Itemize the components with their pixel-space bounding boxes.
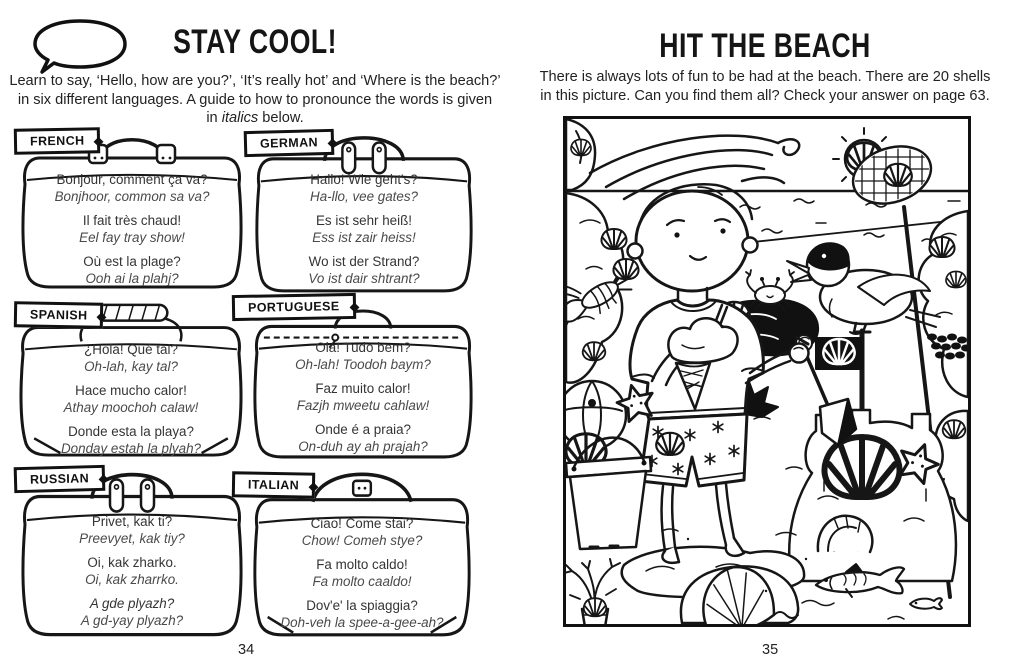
language-tag bbox=[14, 301, 104, 329]
phrase: Ciao! Come stai? bbox=[310, 516, 414, 531]
language-tag-label: RUSSIAN bbox=[29, 471, 90, 487]
phrase: Hallo! Wie geht's? bbox=[310, 172, 418, 187]
language-tag bbox=[232, 471, 316, 498]
pronunciation: Oh-lah, kay tal? bbox=[84, 358, 178, 374]
phrase: A gde plyazh? bbox=[89, 596, 175, 611]
page-title: HIT THE BEACH bbox=[659, 25, 871, 66]
beach-scene-frame bbox=[563, 116, 971, 627]
phrase: Wo ist der Strand? bbox=[308, 254, 420, 269]
pronunciation: Fa molto caaldo! bbox=[312, 573, 412, 589]
pronunciation: Fazjh mweetu cahlaw! bbox=[296, 397, 430, 413]
pronunciation: Ess ist zair heiss! bbox=[312, 229, 416, 245]
page-number: 34 bbox=[238, 642, 255, 658]
phrase-list bbox=[266, 172, 462, 295]
phrase: Onde é a praia? bbox=[314, 422, 412, 437]
phrase: Faz muito calor! bbox=[315, 381, 411, 396]
language-tag-label: FRENCH bbox=[29, 133, 85, 149]
pronunciation: Athay moochoh calaw! bbox=[63, 399, 199, 415]
language-tag bbox=[244, 129, 335, 157]
phrase: Bonjour, comment ça va? bbox=[56, 172, 208, 187]
pronunciation: Oh-lah! Toodoh baym? bbox=[295, 356, 431, 372]
language-card-french bbox=[18, 122, 246, 292]
phrase: Olá! Tudo bem? bbox=[315, 340, 411, 355]
phrase: ¿Hola! Qué tal? bbox=[84, 342, 178, 357]
intro-line: Learn to say, ‘Hello, how are you?’, ‘It’s really hot’ and ‘Where is the beach?’ bbox=[9, 73, 501, 89]
phrase: Où est la plage? bbox=[83, 254, 181, 269]
phrase: Es ist sehr heiß! bbox=[316, 213, 412, 228]
phrase-list bbox=[264, 340, 462, 463]
phrase: Oi, kak zharko. bbox=[87, 555, 177, 570]
page-intro bbox=[0, 72, 510, 128]
intro-line: There is always lots of fun to be had at the beach. There are 20 shells bbox=[539, 69, 991, 85]
intro-line: in six different languages. A guide to how to pronounce the words is given bbox=[17, 91, 493, 108]
pronunciation: Bonjhoor, common sa va? bbox=[54, 188, 210, 204]
language-tag bbox=[14, 465, 106, 493]
phrase-list bbox=[32, 514, 232, 637]
phrase-list bbox=[30, 342, 232, 465]
beach-scene-illustration bbox=[566, 119, 968, 624]
language-card-russian bbox=[18, 458, 246, 640]
pronunciation: Chow! Comeh stye? bbox=[301, 532, 423, 548]
pronunciation: Vo ist dair shtrant? bbox=[308, 270, 420, 286]
language-tag-label: ITALIAN bbox=[247, 477, 300, 493]
phrase-list bbox=[32, 172, 232, 295]
pronunciation: Ooh ai la plahj? bbox=[85, 270, 179, 286]
phrase: Donde esta la playa? bbox=[68, 424, 194, 439]
language-card-spanish bbox=[16, 292, 246, 460]
pronunciation: Oi, kak zharrko. bbox=[85, 571, 179, 587]
phrase: Il fait très chaud! bbox=[82, 213, 182, 228]
language-tag bbox=[232, 293, 356, 321]
phrase: Dov'e' la spiaggia? bbox=[306, 598, 418, 613]
page-intro bbox=[510, 68, 1020, 105]
language-tag bbox=[14, 127, 101, 155]
pronunciation: Ha-llo, vee gates? bbox=[310, 188, 418, 204]
language-card-italian bbox=[247, 462, 474, 640]
language-tag-label: SPANISH bbox=[29, 307, 88, 323]
phrase: Privet, kak ti? bbox=[91, 514, 173, 529]
intro-italic-word: italics bbox=[221, 110, 259, 126]
language-tag-label: PORTUGUESE bbox=[247, 299, 340, 315]
pronunciation: Doh-veh la spee-a-gee-ah? bbox=[280, 614, 444, 630]
pronunciation: Donday estah la plyah? bbox=[61, 440, 201, 456]
page-number: 35 bbox=[762, 642, 779, 658]
language-tag-label: GERMAN bbox=[259, 135, 319, 151]
phrase: Fa molto caldo! bbox=[316, 557, 408, 572]
pronunciation: On-duh ay ah prajah? bbox=[298, 438, 428, 454]
page-title: STAY COOL! bbox=[173, 21, 337, 62]
intro-line: in this picture. Can you find them all? Check your answer on page 63. bbox=[540, 87, 990, 104]
pronunciation: A gd-yay plyazh? bbox=[80, 612, 184, 628]
intro-line: in bbox=[206, 110, 222, 126]
right-page bbox=[510, 0, 1020, 672]
phrase: Hace mucho calor! bbox=[75, 383, 187, 398]
language-card-german bbox=[252, 122, 476, 296]
phrase-list bbox=[264, 516, 460, 639]
intro-line: below. bbox=[258, 110, 304, 126]
pronunciation: Preevyet, kak tiy? bbox=[79, 530, 185, 546]
pronunciation: Eel fay tray show! bbox=[79, 229, 185, 245]
language-card-portuguese bbox=[247, 290, 476, 462]
